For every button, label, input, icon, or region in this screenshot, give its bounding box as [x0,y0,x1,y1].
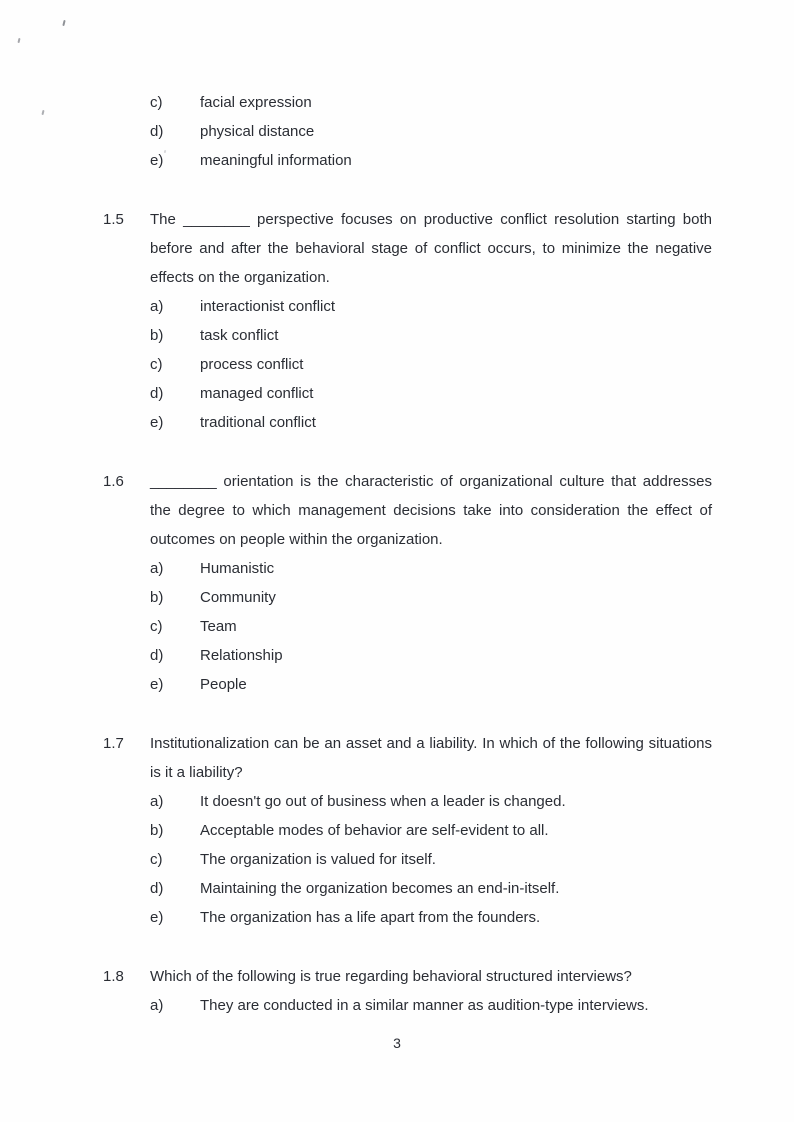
option-row [150,816,715,845]
option-letter: c) [150,356,163,373]
option-letter: c) [150,94,163,111]
options-list [103,554,715,699]
option-letter: b) [150,822,164,839]
option-row [150,379,715,408]
option-text: Acceptable modes of behavior are self-evident to all. [200,822,549,839]
question-number: 1.8 [103,968,124,985]
option-row [150,641,715,670]
question-number: 1.6 [103,473,124,490]
option-row [150,408,715,437]
option-text: managed conflict [200,385,314,402]
option-row [150,670,715,699]
option-letter: d) [150,880,164,897]
option-row [150,787,715,816]
option-letter: c) [150,851,163,868]
question-text: The ________ perspective focuses on productive conflict resolution starting both before and after the behavioral stage of conflict occurs, to minimize the negative effects on the organization. [150,211,712,286]
option-text: People [200,676,247,693]
question-number: 1.5 [103,211,124,228]
question-number: 1.7 [103,735,124,752]
option-letter: b) [150,327,164,344]
option-row [150,88,715,117]
option-letter: e) [150,676,164,693]
option-text: Maintaining the organization becomes an end-in-itself. [200,880,560,897]
option-row [150,146,715,175]
question-text: ________ orientation is the characteristic of organizational culture that addresses the degree to which management decisions take into consideration the effect of outcomes on people within the organization. [150,473,712,548]
option-row [150,554,715,583]
option-text: process conflict [200,356,304,373]
question-1-8 [103,962,715,1020]
option-letter: e) [150,152,164,169]
page-number: 3 [393,1035,401,1051]
option-text: facial expression [200,94,312,111]
question-head [103,467,715,554]
option-letter: d) [150,647,164,664]
option-text: The organization has a life apart from the founders. [200,909,541,926]
option-text: The organization is valued for itself. [200,851,436,868]
option-letter: d) [150,385,164,402]
scan-artifact [62,20,65,26]
option-text: Community [200,589,276,606]
option-row [150,991,715,1020]
question-text: Which of the following is true regarding behavioral structured interviews? [150,968,632,985]
question-1-5 [103,205,715,437]
question-1-6 [103,467,715,699]
scan-artifact [41,110,44,115]
option-row [150,845,715,874]
option-row [150,903,715,932]
options-list [103,787,715,932]
option-letter: d) [150,123,164,140]
option-text: interactionist conflict [200,298,336,315]
options-list [103,292,715,437]
option-row [150,292,715,321]
option-row [150,874,715,903]
question-head [103,205,715,292]
option-text: traditional conflict [200,414,316,431]
option-text: Team [200,618,237,635]
option-letter: a) [150,560,164,577]
scan-artifact [17,38,20,43]
page-content [103,88,715,1020]
question-text: Institutionalization can be an asset and a liability. In which of the following situations is it a liability? [150,735,712,781]
option-letter: e) [150,909,164,926]
option-row [150,583,715,612]
option-letter: a) [150,793,164,810]
option-row [150,612,715,641]
option-text: They are conducted in a similar manner as audition-type interviews. [200,997,649,1014]
question-1-7 [103,729,715,932]
option-row [150,350,715,379]
option-row [150,321,715,350]
question-head [103,729,715,787]
option-text: physical distance [200,123,315,140]
option-text: meaningful information [200,152,352,169]
option-text: It doesn't go out of business when a leader is changed. [200,793,566,810]
option-text: Humanistic [200,560,275,577]
options-list [103,991,715,1020]
option-row [150,117,715,146]
option-text: Relationship [200,647,283,664]
continuation-options [103,88,715,175]
option-letter: a) [150,298,164,315]
option-text: task conflict [200,327,279,344]
option-letter: c) [150,618,163,635]
option-letter: a) [150,997,164,1014]
option-letter: e) [150,414,164,431]
question-head [103,962,715,991]
option-letter: b) [150,589,164,606]
